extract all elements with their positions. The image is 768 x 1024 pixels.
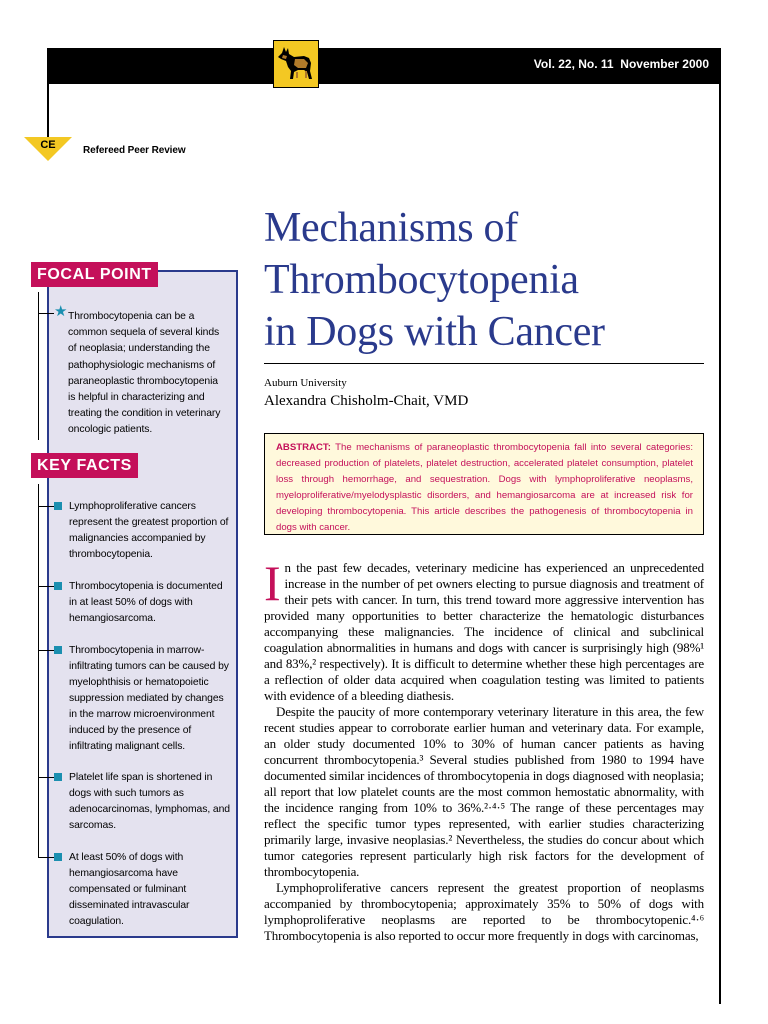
square-bullet-icon <box>54 853 62 861</box>
key-fact: Lymphoproliferative cancers represent the greatest proportion of malignancies accompanied by thrombocytopenia. <box>69 501 229 560</box>
square-bullet-icon <box>54 582 62 590</box>
fact-tick <box>38 586 54 587</box>
article-body <box>264 555 704 944</box>
article-title <box>264 202 724 358</box>
fact-tick <box>38 777 54 778</box>
author: Alexandra Chisholm-Chait, VMD <box>264 393 469 409</box>
title-line: in Dogs with Cancer <box>264 309 605 355</box>
paragraph: Despite the paucity of more contemporary veterinary literature in this area, the few recent studies appear to corroborate earlier human and veterinary data. For example, an older study documented 10% to 30% of human cancer patients as having concurrent thrombocytopenia.³ Several studies published from 1980 to 1994 have documented similar incidences of thrombocytopenia in dogs diagnosed with neoplasia; all report that low platelet counts are the most common hemostatic abnormality, with the incidence ranging from 10% to 36%.²·⁴·⁵ The range of these percentages may reflect the specific tumor types represented, with earlier studies characterizing primarily large, invasive neoplasias.² Nevertheless, the studies do concur about which tumor categories represent particularly high risk factors for the development of thrombocytopenia. <box>264 704 704 879</box>
masthead-bar <box>47 48 721 84</box>
affiliation: Auburn University <box>264 377 347 389</box>
german-shepherd-dog-icon <box>273 40 319 88</box>
square-bullet-icon <box>54 502 62 510</box>
focal-spine <box>38 292 39 440</box>
title-line: Mechanisms of <box>264 205 518 251</box>
fact-tick <box>38 857 54 858</box>
paragraph <box>264 555 704 704</box>
star-icon: ★ <box>54 304 68 320</box>
key-fact: Platelet life span is shortened in dogs with such tumors as adenocarcinomas, lymphomas, and sarcomas. <box>69 772 230 831</box>
key-fact: Thrombocytopenia in marrow-infiltrating tumors can be caused by myelophthisis or hematopoietic suppression mediated by changes in the marrow microenvironment induced by the presence of infiltrating malignant cells. <box>69 645 229 752</box>
square-bullet-icon <box>54 773 62 781</box>
section-label: Refereed Peer Review <box>83 145 186 156</box>
paragraph: Lymphoproliferative cancers represent the greatest proportion of neoplasms accompanied by thrombocytopenia; approximately 35% to 50% of dogs with lymphoproliferative neoplasms are reported to be thrombocytopenic.⁴·⁶ Thrombocytopenia is also reported to occur more frequently in dogs with carcinomas, <box>264 880 704 943</box>
key-facts-heading: KEY FACTS <box>31 453 138 478</box>
facts-spine <box>38 484 39 858</box>
abstract-label: ABSTRACT: <box>276 442 331 453</box>
key-fact: Thrombocytopenia is documented in at least 50% of dogs with hemangiosarcoma. <box>69 581 223 624</box>
fact-tick <box>38 506 54 507</box>
title-line: Thrombocytopenia <box>264 257 579 303</box>
drop-cap: I <box>264 555 281 611</box>
abstract-text: The mechanisms of paraneoplastic thrombocytopenia fall into several categories: decreased production of platelets, platelet destruction, accelerated platelet consumption, platelet loss through hemorrhage, and sequestration. Dogs with lymphoproliferative neoplasms, myeloproliferative/myelodysplastic disorders, and hemangiosarcoma are at increased risk for developing thrombocytopenia. This article describes the pathogenesis of thrombocytopenia in dogs with cancer. <box>276 442 693 533</box>
fact-tick <box>38 650 54 651</box>
paragraph-text: n the past few decades, veterinary medicine has experienced an unprecedented increase in the number of pet owners electing to pursue diagnosis and treatment of their pets with cancer. In turn, this trend toward more aggressive intervention has provided many opportunities to better characterize the hematologic disturbances accompanying these malignancies. The incidence of clinical and subclinical coagulation abnormalities in humans and dogs with cancer is surprisingly high (98%¹ and 83%,² respectively). It is difficult to determine whether these high percentages are a reflection of older data acquired when coagulation testing was limited to patients with evidence of a bleeding diathesis. <box>264 560 704 703</box>
focal-point-text: Thrombocytopenia can be a common sequela of several kinds of neoplasia; understanding the pathophysiologic mechanisms of paraneoplastic thrombocytopenia is helpful in characterizing and treating the condition in veterinary oncologic patients. <box>68 311 221 436</box>
ce-label: CE <box>40 139 56 151</box>
title-rule <box>264 363 704 364</box>
abstract-box <box>264 433 704 535</box>
focal-tick <box>38 313 54 314</box>
issue-info: Vol. 22, No. 11 November 2000 <box>533 57 709 71</box>
focal-point-heading: FOCAL POINT <box>31 262 158 287</box>
left-rule <box>47 84 49 140</box>
square-bullet-icon <box>54 646 62 654</box>
key-fact: At least 50% of dogs with hemangiosarcoma have compensated or fulminant disseminated intravascular coagulation. <box>69 852 190 927</box>
